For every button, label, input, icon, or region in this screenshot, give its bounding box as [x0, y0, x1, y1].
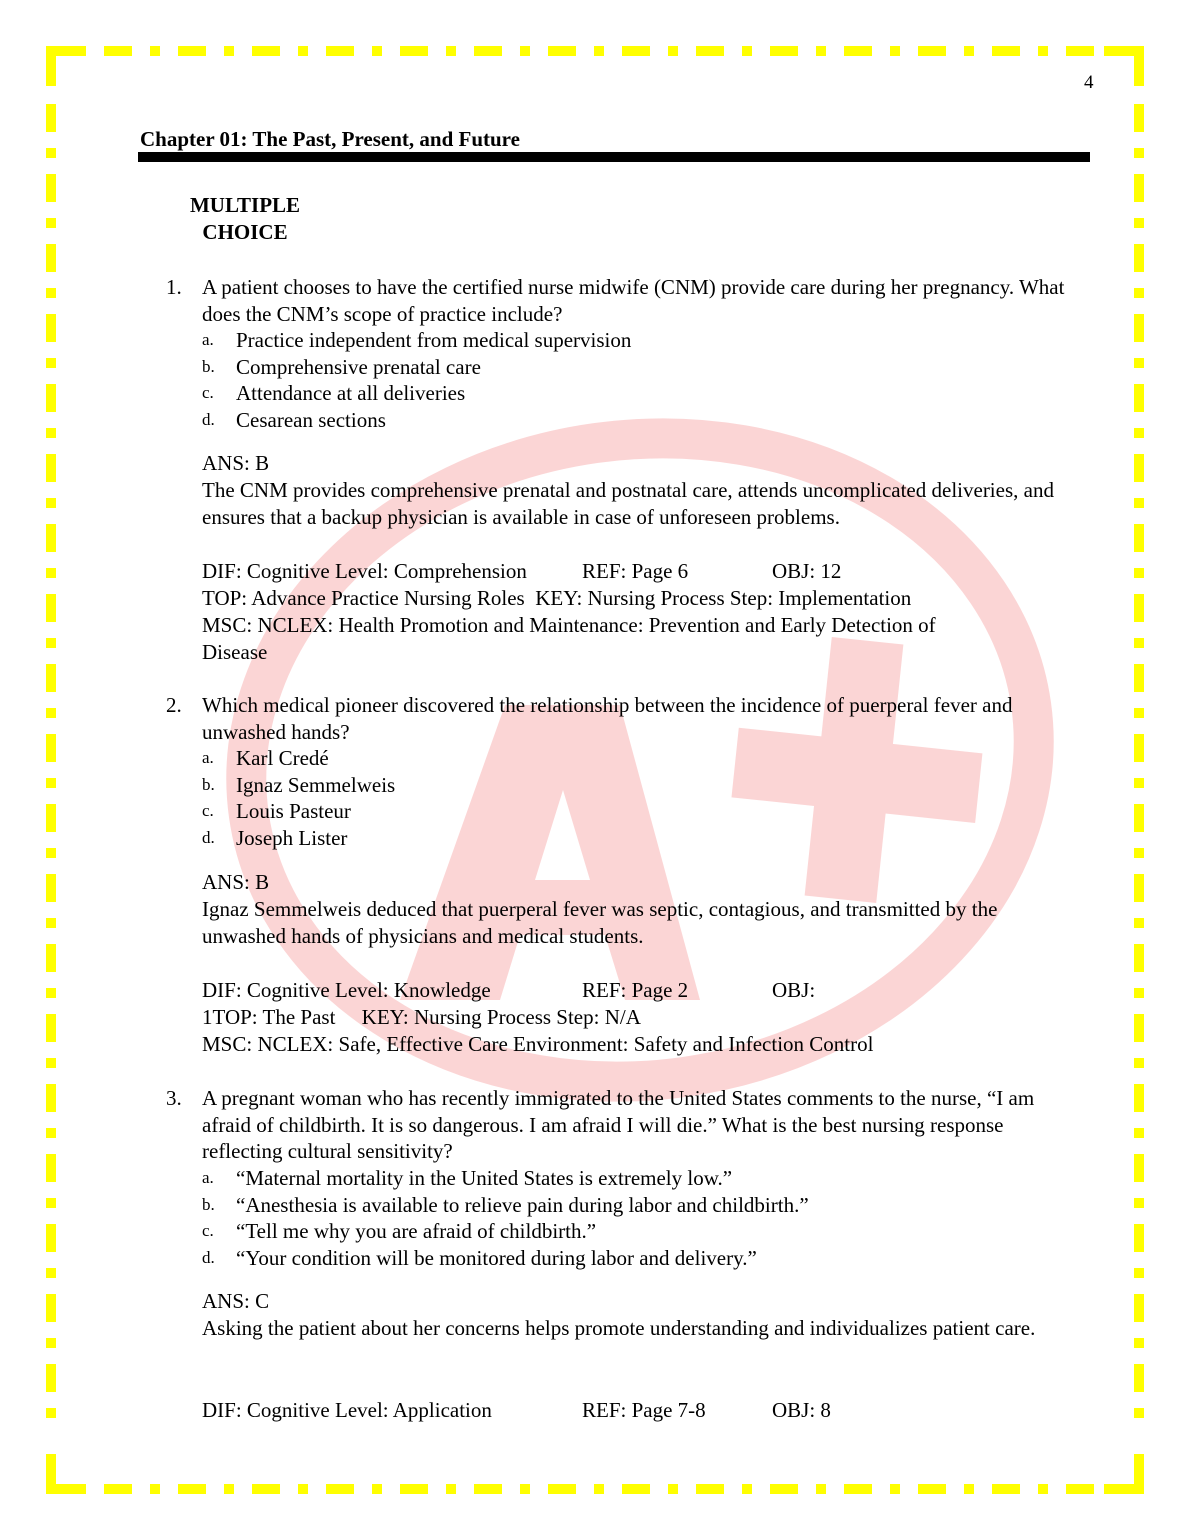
option-item: [202, 1192, 1082, 1219]
option-letter: c.: [202, 1221, 214, 1241]
option-letter: a.: [202, 330, 214, 349]
option-item: [202, 407, 1082, 434]
meta-ref: REF: Page 6: [582, 559, 689, 583]
option-item: [202, 745, 1082, 772]
option-text: Joseph Lister: [236, 826, 348, 851]
question-stem: Which medical pioneer discovered the relationship between the incidence of puerperal fever and unwashed hands?: [202, 693, 1013, 744]
title-rule: [138, 152, 1090, 162]
option-text: “Maternal mortality in the United States is extremely low.”: [236, 1166, 733, 1190]
option-letter: a.: [202, 1168, 214, 1187]
option-item: [202, 1218, 1082, 1245]
answer-key: ANS: B: [202, 870, 270, 894]
option-list: [202, 745, 1082, 852]
meta-ref: REF: Page 7-8: [582, 1398, 706, 1422]
meta-key: KEY: Nursing Process Step: Implementation: [535, 586, 912, 610]
meta-msc-continued: Disease: [202, 640, 268, 664]
option-text: Karl Credé: [236, 746, 329, 770]
rationale: Asking the patient about her concerns helps promote understanding and individualizes patient care.: [202, 1316, 1036, 1340]
option-text: “Your condition will be monitored during labor and delivery.”: [236, 1246, 757, 1271]
option-list: [202, 327, 1082, 434]
answer-key: ANS: B: [202, 451, 270, 475]
section-heading: [150, 192, 340, 246]
meta-ref: REF: Page 2: [582, 978, 689, 1002]
meta-obj: OBJ: 12: [772, 559, 842, 583]
option-letter: d.: [202, 1248, 215, 1268]
answer-key: ANS: C: [202, 1289, 270, 1313]
option-letter: d.: [202, 410, 215, 430]
option-text: Practice independent from medical supervision: [236, 328, 632, 352]
option-item: [202, 772, 1082, 799]
meta-msc: MSC: NCLEX: Health Promotion and Maintenance: Prevention and Early Detection of: [202, 613, 936, 637]
question-number: 1.: [166, 275, 182, 299]
question-number: 3.: [166, 1086, 182, 1110]
meta-top: 1TOP: The Past: [202, 1005, 336, 1029]
option-text: “Anesthesia is available to relieve pain during labor and childbirth.”: [236, 1192, 809, 1217]
meta-dif: DIF: Cognitive Level: Knowledge: [202, 978, 491, 1002]
option-item: [202, 798, 1082, 825]
chapter-title: Chapter 01: The Past, Present, and Future: [140, 127, 520, 151]
meta-top: TOP: Advance Practice Nursing Roles: [202, 586, 525, 610]
meta-dif: DIF: Cognitive Level: Application: [202, 1398, 492, 1422]
page-number: 4: [1084, 72, 1094, 93]
section-heading-line: MULTIPLE: [189, 193, 301, 217]
option-text: Ignaz Semmelweis: [236, 772, 396, 797]
question-meta: [202, 977, 1082, 1058]
question-number: 2.: [166, 693, 182, 717]
option-item: [202, 1165, 1082, 1192]
option-letter: b.: [202, 774, 215, 794]
meta-dif: DIF: Cognitive Level: Comprehension: [202, 559, 527, 583]
meta-key: KEY: Nursing Process Step: N/A: [361, 1005, 641, 1029]
option-letter: b.: [202, 1194, 215, 1214]
option-text: Attendance at all deliveries: [236, 381, 466, 406]
option-item: [202, 354, 1082, 381]
option-item: [202, 825, 1082, 852]
meta-msc: MSC: NCLEX: Safe, Effective Care Environment: Safety and Infection Control: [202, 1032, 874, 1056]
option-letter: c.: [202, 801, 214, 821]
section-heading-line: CHOICE: [202, 220, 288, 244]
option-letter: a.: [202, 748, 214, 767]
option-text: Louis Pasteur: [236, 799, 351, 824]
question-meta: [202, 558, 1082, 666]
option-list: [202, 1165, 1082, 1272]
meta-obj: OBJ: 8: [772, 1398, 831, 1422]
question-meta: [202, 1397, 1082, 1424]
meta-obj: OBJ:: [772, 978, 816, 1002]
option-text: “Tell me why you are afraid of childbirth.”: [236, 1219, 597, 1244]
rationale: The CNM provides comprehensive prenatal and postnatal care, attends uncomplicated deliveries, and ensures that a backup physician is available in case of unforeseen problems.: [202, 478, 1054, 529]
option-letter: c.: [202, 383, 214, 403]
option-letter: d.: [202, 828, 215, 848]
question-stem: A patient chooses to have the certified nurse midwife (CNM) provide care during her pregnancy. What does the CNM’s scope of practice include?: [202, 275, 1065, 326]
question-stem: A pregnant woman who has recently immigrated to the United States comments to the nurse, “I am afraid of childbirth. It is so dangerous. I am afraid I will die.” What is the best nursing response reflecting cultural sensitivity?: [202, 1086, 1035, 1163]
option-item: [202, 1245, 1082, 1272]
option-item: [202, 327, 1082, 354]
option-text: Cesarean sections: [236, 408, 386, 433]
option-letter: b.: [202, 356, 215, 376]
option-item: [202, 380, 1082, 407]
option-text: Comprehensive prenatal care: [236, 354, 481, 379]
rationale: Ignaz Semmelweis deduced that puerperal fever was septic, contagious, and transmitted by the unwashed hands of physicians and medical students.: [202, 897, 998, 948]
